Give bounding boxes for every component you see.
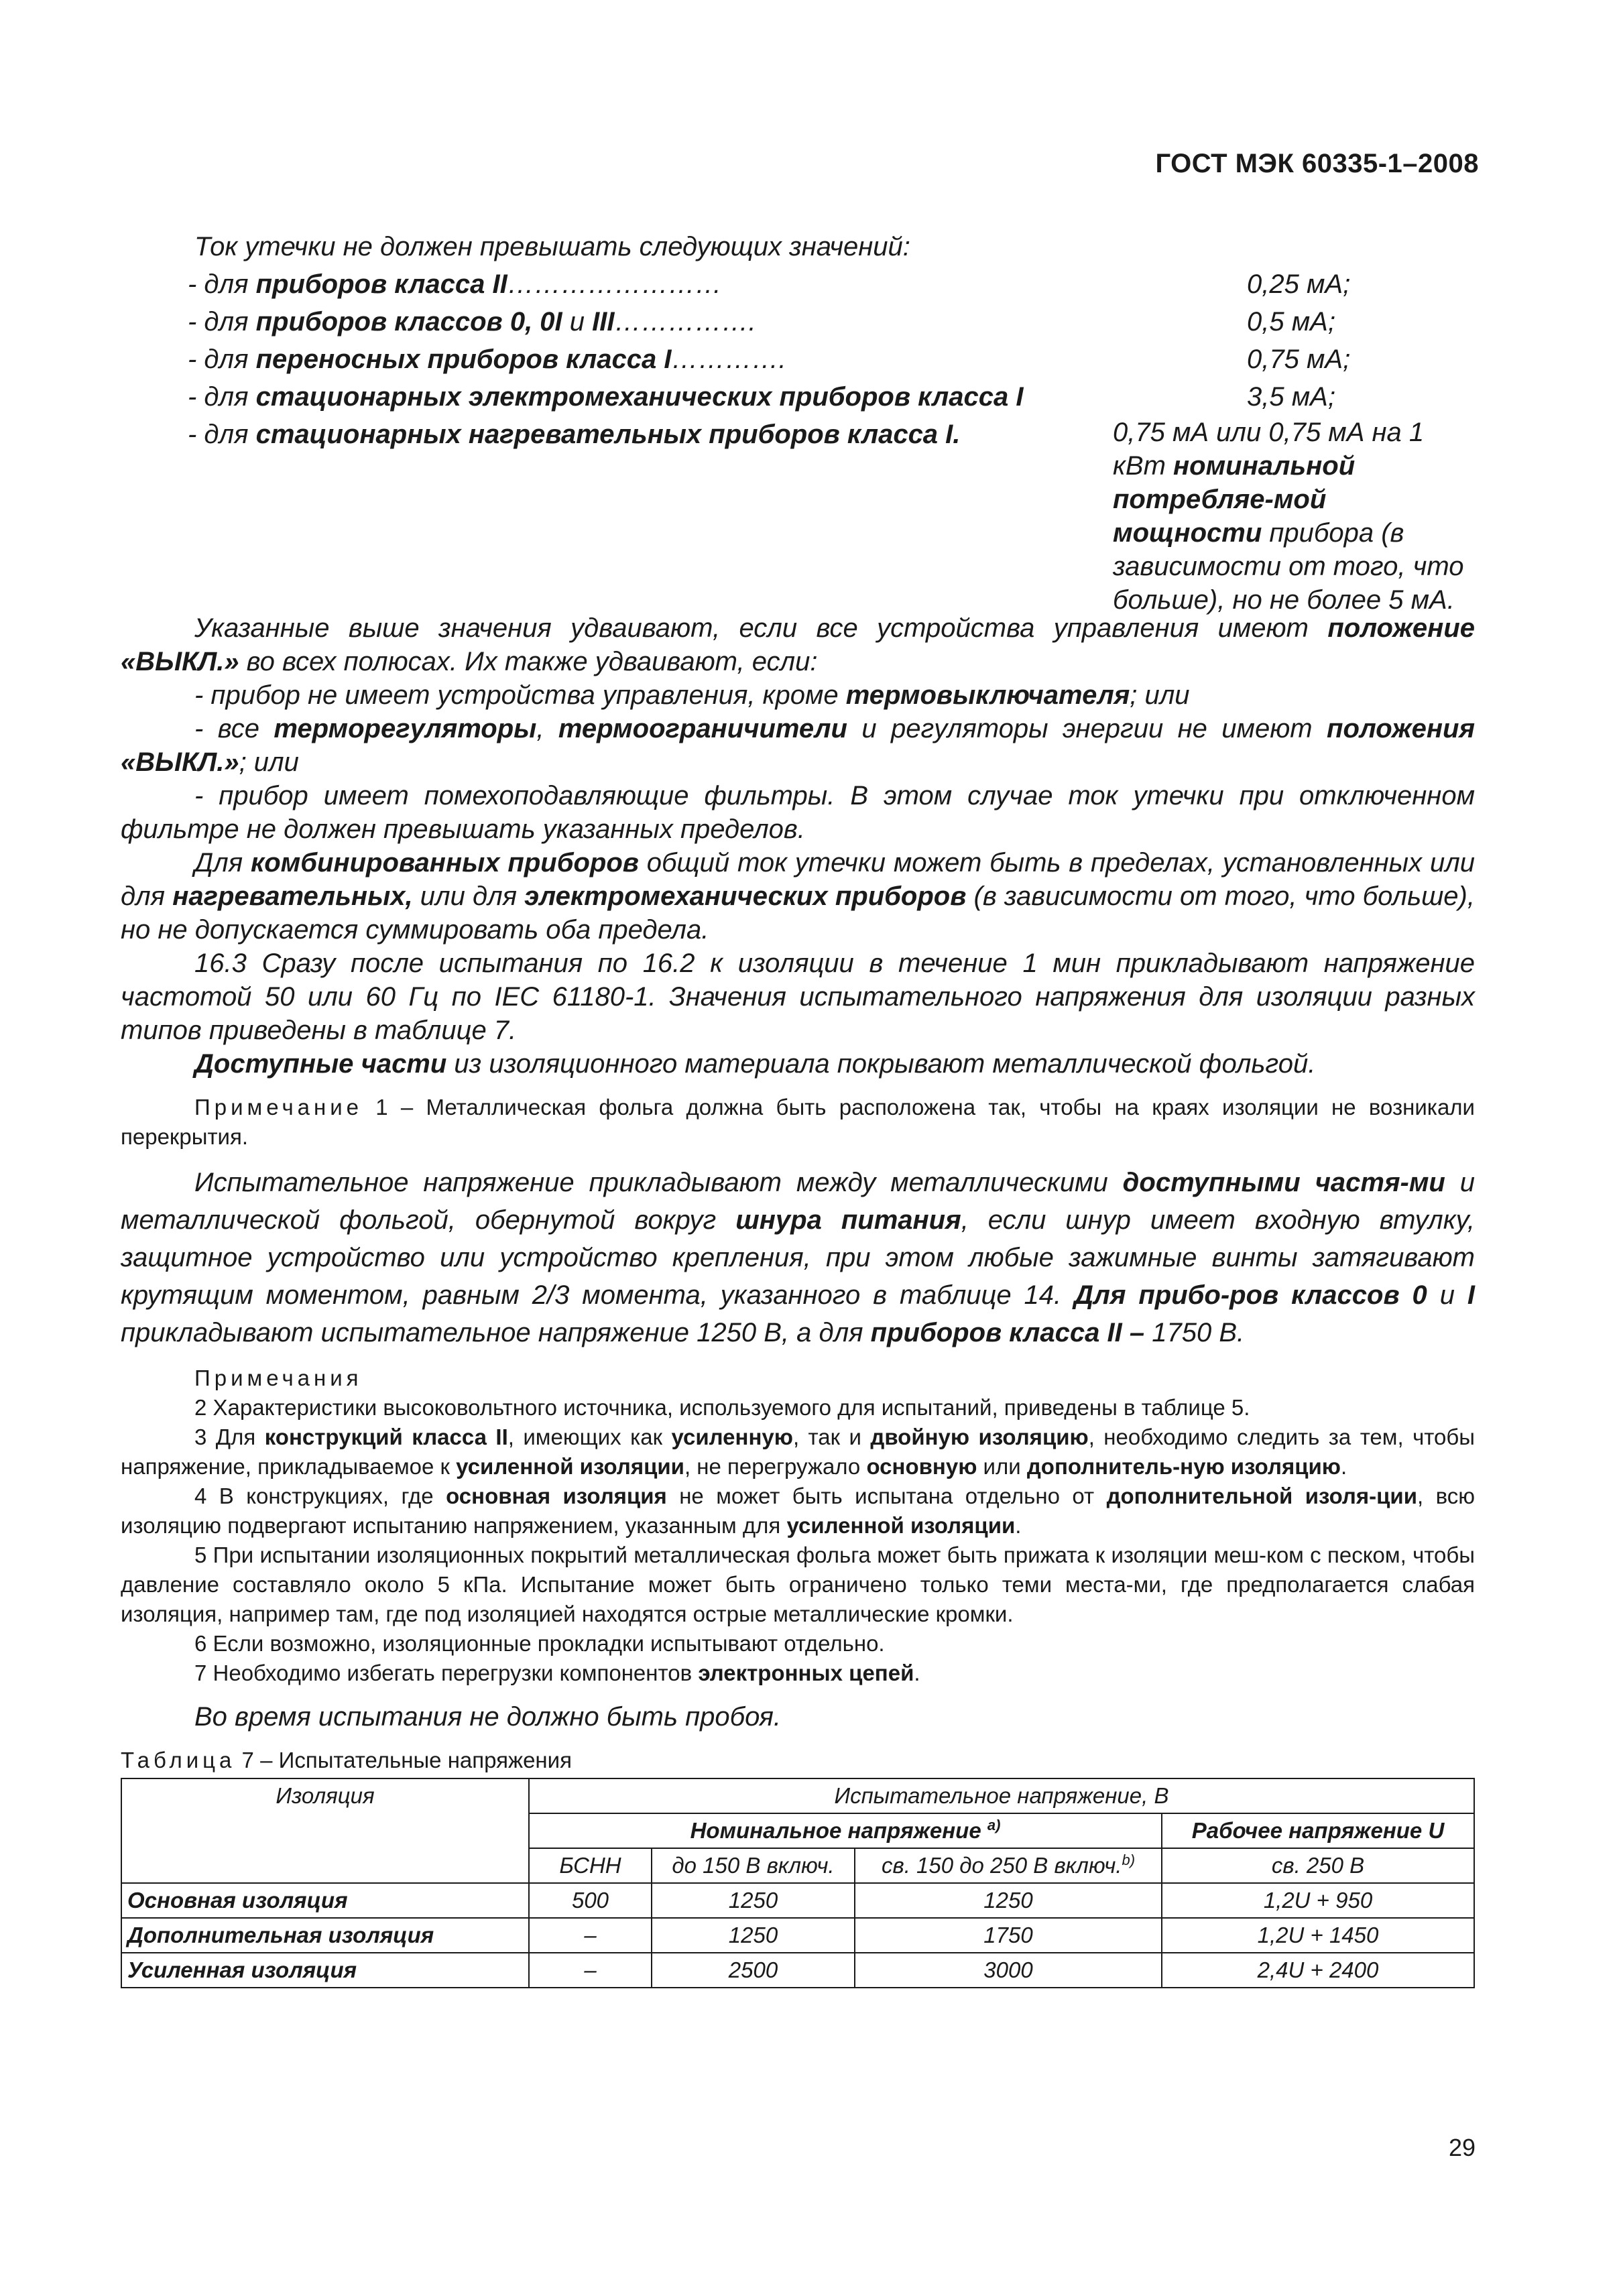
note-5: 5 При испытании изоляционных покрытий металлическая фольга может быть прижата к изоляции меш-ком с песком, чтобы давление составляло около 5 кПа. Испытание может быть ограничено только теми места-ми, где предполагается слабая изоляция, например там, где под изоляцией находятся острые металлические кромки. bbox=[121, 1543, 1475, 1626]
limit-row: - для стационарных нагревательных приборов класса I. 0,75 мА или 0,75 мА на 1 кВт номинальной потребляе-мой мощности прибора (в зависимости от того, что больше), но не более 5 мА. bbox=[121, 416, 1475, 590]
header-over250: св. 250 В bbox=[1162, 1848, 1474, 1883]
table-row: Дополнительная изоляция – 1250 1750 1,2U + 1450 bbox=[121, 1918, 1474, 1953]
paragraph-foil: Доступные части из изоляционного материала покрывают металлической фольгой. bbox=[194, 1049, 1316, 1079]
bullet-no-control: - прибор не имеет устройства управления, кроме термовыключателя; или bbox=[194, 680, 1190, 710]
header-nominal: Номинальное напряжение $^{a)}$ bbox=[529, 1813, 1162, 1848]
notes-title: Примечания bbox=[194, 1366, 363, 1390]
bullet-thermostats: - все терморегуляторы, термоограничители и регуляторы энергии не имеют положения «ВЫКЛ.»; или bbox=[121, 714, 1475, 777]
header-insulation: Изоляция bbox=[121, 1778, 529, 1883]
note-2: 2 Характеристики высоковольтного источника, используемого для испытаний, приведены в таблице 5. bbox=[194, 1395, 1250, 1420]
page-number: 29 bbox=[1448, 2134, 1476, 2161]
note-6: 6 Если возможно, изоляционные прокладки испытывают отдельно. bbox=[194, 1631, 885, 1656]
table-row: Усиленная изоляция – 2500 3000 2,4U + 2400 bbox=[121, 1953, 1474, 1988]
header-test-voltage: Испытательное напряжение, В bbox=[529, 1778, 1474, 1813]
note-1: Примечание 1 – Металлическая фольга должна быть расположена так, чтобы на краях изоляции не возникали перекрытия. bbox=[121, 1095, 1475, 1149]
table-caption: Таблица 7 – Испытательные напряжения bbox=[121, 1748, 572, 1772]
limit-row: - для приборов классов 0, 0I и III……………. 0,5 мА; bbox=[188, 307, 1335, 337]
paragraph-test-voltage: Испытательное напряжение прикладывают между металлическими доступными частя-ми и металлической фольгой, обернутой вокруг шнура питания, если шнур имеет входную втулку, защитное устройство или устройство крепления, при этом любые зажимные винты затягивают крутящим моментом, равным 2/3 момента, указанного в таблице 14. Для прибо-ров классов 0 и I прикладывают испытательное напряжение 1250 В, а для приборов класса II – 1750 В. bbox=[121, 1168, 1476, 1347]
header-bsnn: БСНН bbox=[529, 1848, 652, 1883]
paragraph-doubling: Указанные выше значения удваивают, если все устройства управления имеют положение «ВЫКЛ.» во всех полюсах. Их также удваивают, если: bbox=[121, 613, 1475, 676]
test-voltage-table bbox=[121, 1778, 1475, 1988]
note-3: 3 Для конструкций класса II, имеющих как усиленную, так и двойную изоляцию, необходимо следить за тем, чтобы напряжение, прикладываемое к усиленной изоляции, не перегружало основную или дополнитель-ную изоляцию. bbox=[121, 1425, 1475, 1479]
paragraph-combined: Для комбинированных приборов общий ток утечки может быть в пределах, установленных или для нагревательных, или для электромеханических приборов (в зависимости от того, что больше), но не допускается суммировать оба предела. bbox=[121, 848, 1476, 945]
limit-row: - для стационарных электромеханических приборов класса I 3,5 мА; bbox=[188, 382, 1335, 412]
note-4: 4 В конструкциях, где основная изоляция не может быть испытана отдельно от дополнительной изоля-ции, всю изоляцию подвергают испытанию напряжением, указанным для усиленной изоляции. bbox=[121, 1484, 1475, 1538]
note-7: 7 Необходимо избегать перегрузки компонентов электронных цепей. bbox=[194, 1660, 920, 1685]
header-upto150: до 150 В включ. bbox=[652, 1848, 855, 1883]
paragraph-16-3: 16.3 Сразу после испытания по 16.2 к изоляции в течение 1 мин прикладывают напряжение частотой 50 или 60 Гц по IEC 61180-1. Значения испытательного напряжения для изоляции разных типов приведены в таблице 7. bbox=[121, 949, 1475, 1045]
bullet-filters: - прибор имеет помехоподавляющие фильтры. В этом случае ток утечки при отключенном фильтре не должен превышать указанных пределов. bbox=[121, 781, 1475, 844]
header-150-250: св. 150 до 250 В включ.$^{b)}$ bbox=[855, 1848, 1162, 1883]
leakage-limits bbox=[121, 228, 1475, 615]
limits-intro: Ток утечки не должен превышать следующих значений: bbox=[194, 232, 910, 261]
heating-limit-value: 0,75 мА или 0,75 мА на 1 кВт номинальной потребляе-мой мощности прибора (в зависимости от того, что больше), но не более 5 мА. bbox=[1113, 418, 1464, 615]
header-working: Рабочее напряжение U bbox=[1162, 1813, 1474, 1848]
table-row: Основная изоляция 500 1250 1250 1,2U + 950 bbox=[121, 1883, 1474, 1918]
page-content bbox=[121, 228, 1475, 1988]
limit-row: - для приборов класса II…………………… 0,25 мА; bbox=[188, 269, 1351, 299]
document-code: ГОСТ МЭК 60335-1–2008 bbox=[1155, 149, 1479, 178]
final-statement: Во время испытания не должно быть пробоя. bbox=[194, 1702, 781, 1732]
limit-row: - для переносных приборов класса I…………. 0,75 мА; bbox=[188, 345, 1351, 374]
